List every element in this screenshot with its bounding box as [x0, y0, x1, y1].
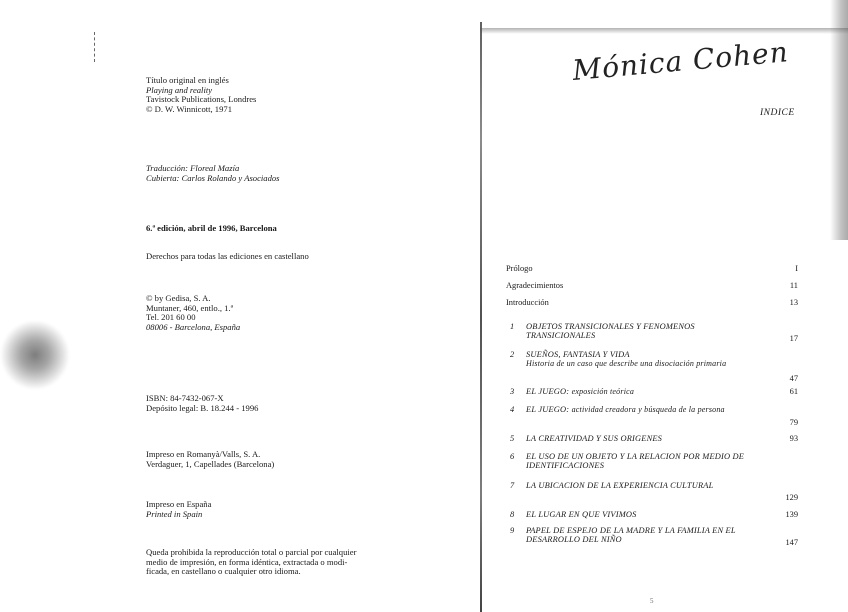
chapter-page: 147 [785, 538, 798, 547]
chapter-number: 7 [510, 481, 515, 490]
printer-name: Impreso en Romanyà/Valls, S. A. [146, 449, 261, 459]
publisher-phone: Tel. 201 60 00 [146, 312, 196, 323]
edition-line: 6.ª edición, abril de 1996, Barcelona [146, 223, 277, 233]
chapter-title: LA UBICACION DE LA EXPERIENCIA CULTURAL [526, 481, 714, 490]
printer-address: Verdaguer, 1, Capellades (Barcelona) [146, 458, 275, 469]
toc-entry-label: Introducción [506, 298, 549, 307]
isbn: ISBN: 84-7432-067-X [146, 393, 224, 403]
isbn-block [146, 394, 258, 413]
chapter-page: 129 [785, 493, 798, 502]
original-title: Playing and reality [146, 84, 213, 95]
chapter-number: 8 [510, 510, 515, 519]
handwritten-signature: Mónica Cohen [571, 35, 790, 87]
chapter-page: 17 [789, 334, 798, 343]
chapter-number: 2 [510, 350, 515, 359]
chapter-subtitle: actividad creadora y búsqueda de la persona [571, 405, 725, 414]
legal-notice [146, 548, 356, 577]
index-page [482, 30, 848, 605]
original-title-block [146, 76, 256, 114]
page-number: 5 [650, 597, 654, 605]
toc-entry-label: Agradecimientos [506, 281, 564, 290]
chapter-number: 3 [510, 387, 515, 396]
toc-entry-page: I [795, 264, 798, 273]
chapter-title: EL USO DE UN OBJETO Y LA RELACION POR MEDIO DE IDENTIFICACIONES [526, 452, 745, 471]
original-publisher: Tavistock Publications, Londres [146, 94, 257, 105]
chapter-title: EL JUEGO: [526, 387, 570, 396]
publisher-block [146, 294, 240, 332]
publisher-address: Muntaner, 460, entlo., 1.ª [146, 302, 233, 313]
chapter-number: 4 [510, 405, 515, 414]
toc-entry-page: 11 [789, 281, 798, 290]
publisher-line: © by Gedisa, S. A. [146, 293, 211, 303]
rights-line: Derechos para todas las ediciones en castellano [146, 251, 309, 261]
translator: Traducción: Floreal Mazía [146, 163, 240, 173]
printed-en: Printed in Spain [146, 508, 203, 519]
toc-entry-page: 13 [789, 298, 798, 307]
scan-stain [0, 320, 70, 390]
printed-es: Impreso en España [146, 499, 212, 509]
chapter-number: 9 [510, 526, 515, 535]
credits-page [96, 30, 480, 605]
chapter-page: 79 [789, 418, 798, 427]
printer-block [146, 450, 274, 469]
chapter-title: OBJETOS TRANSICIONALES Y FENOMENOS TRANSICIONALES [526, 322, 695, 341]
legal-deposit: Depósito legal: B. 18.244 - 1996 [146, 402, 259, 413]
original-title-label: Título original en inglés [146, 75, 229, 85]
original-copyright: © D. W. Winnicott, 1971 [146, 103, 232, 114]
publisher-city: 08006 - Barcelona, España [146, 321, 241, 332]
chapter-subtitle: exposición teórica [571, 387, 635, 396]
chapter-page: 139 [785, 510, 798, 519]
chapter-subtitle: Historia de un caso que describe una disociación primaria [526, 359, 727, 369]
chapter-number: 5 [510, 434, 515, 443]
chapter-number: 6 [510, 452, 515, 461]
notice-line: Queda prohibida la reproducción total o parcial por cualquier [146, 547, 357, 557]
printed-block [146, 500, 211, 519]
notice-line: ficada, en castellano o cualquier otro idioma. [146, 566, 301, 577]
chapter-page: 61 [789, 387, 798, 396]
chapter-title: LA CREATIVIDAD Y SUS ORIGENES [526, 434, 663, 443]
chapter-title: PAPEL DE ESPEJO DE LA MADRE Y LA FAMILIA EN EL DESARROLLO DEL NIÑO [526, 526, 736, 545]
page-title: INDICE [760, 108, 795, 118]
chapter-title: EL JUEGO: [526, 405, 570, 414]
chapter-page: 93 [789, 434, 798, 443]
chapter-number: 1 [510, 322, 515, 331]
chapter-title: EL LUGAR EN QUE VIVIMOS [526, 510, 637, 519]
translation-block [146, 164, 280, 183]
toc-entry-label: Prólogo [506, 264, 533, 273]
chapter-page: 47 [789, 374, 798, 383]
cover-credit: Cubierta: Carlos Rolando y Asociados [146, 172, 280, 183]
notice-line: medio de impresión, en forma idéntica, extractada o modi- [146, 556, 348, 567]
chapter-title: SUEÑOS, FANTASIA Y VIDA [526, 350, 630, 359]
